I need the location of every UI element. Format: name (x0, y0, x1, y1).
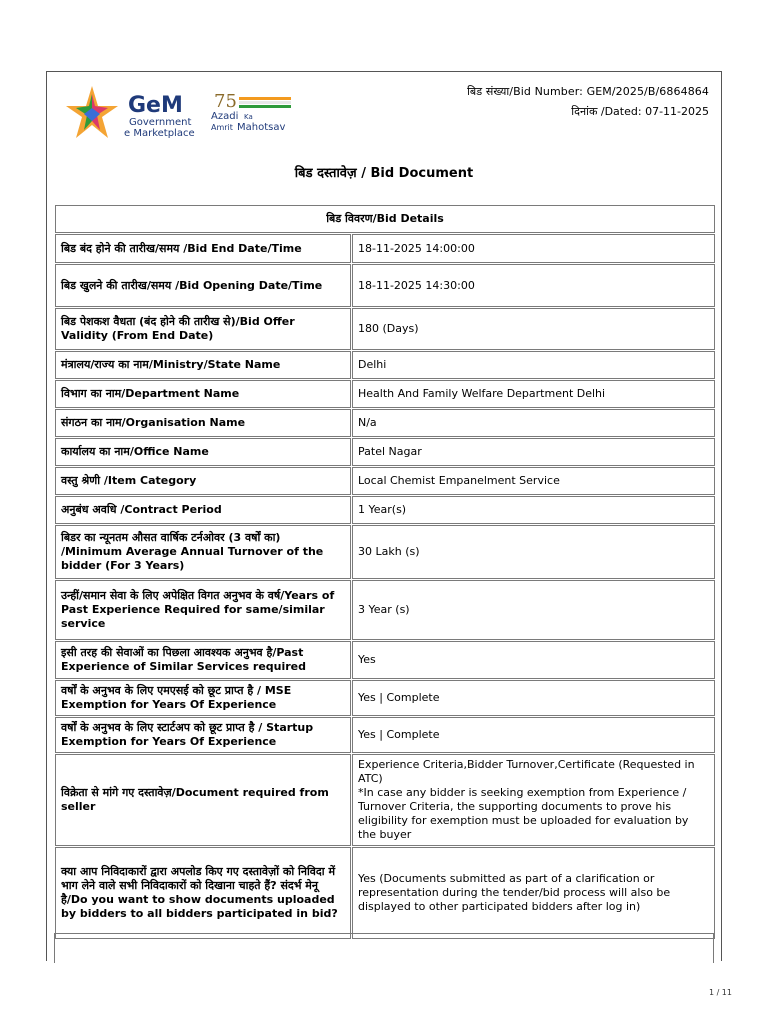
table-row (55, 641, 715, 679)
row-label: वस्तु श्रेणी /Item Category (55, 467, 351, 495)
table-row (55, 496, 715, 524)
row-value: 18-11-2025 14:00:00 (352, 234, 715, 263)
table-row (55, 264, 715, 307)
row-value: 1 Year(s) (352, 496, 715, 524)
row-label: मंत्रालय/राज्य का नाम/Ministry/State Name (55, 351, 351, 379)
svg-text:Amrit: Amrit (211, 123, 233, 132)
svg-text:Azadi: Azadi (211, 111, 239, 122)
next-section-box (54, 933, 714, 963)
row-value: Delhi (352, 351, 715, 379)
svg-text:Mahotsav: Mahotsav (237, 122, 286, 133)
svg-text:75: 75 (214, 91, 237, 112)
row-label: वर्षों के अनुभव के लिए स्टार्टअप को छूट प्राप्त है / Startup Exemption for Years Of Experience (55, 717, 351, 753)
bid-details-table (54, 204, 716, 940)
table-row (55, 847, 715, 939)
table-header: बिड विवरण/Bid Details (55, 205, 715, 233)
row-label: विभाग का नाम/Department Name (55, 380, 351, 408)
svg-text:e Marketplace: e Marketplace (124, 128, 195, 139)
row-label: इसी तरह की सेवाओं का पिछला आवश्यक अनुभव है/Past Experience of Similar Services required (55, 641, 351, 679)
row-value: Health And Family Welfare Department Delhi (352, 380, 715, 408)
row-label: अनुबंध अवधि /Contract Period (55, 496, 351, 524)
row-label: बिड बंद होने की तारीख/समय /Bid End Date/Time (55, 234, 351, 263)
row-label: बिड खुलने की तारीख/समय /Bid Opening Date/Time (55, 264, 351, 307)
row-value: 30 Lakh (s) (352, 525, 715, 579)
table-row (55, 308, 715, 350)
document-title: बिड दस्तावेज़ / Bid Document (294, 166, 474, 181)
table-row (55, 467, 715, 495)
table-row (55, 234, 715, 263)
row-value: Experience Criteria,Bidder Turnover,Certificate (Requested in ATC) *In case any bidder is seeking exemption from Experience / Turnover Criteria, the supporting documents to prove his eligibility for exemption must be uploaded for evaluation by the buyer (352, 754, 715, 846)
table-row (55, 438, 715, 466)
row-label: उन्हीं/समान सेवा के लिए अपेक्षित विगत अनुभव के वर्ष/Years of Past Experience Required for same/similar service (55, 580, 351, 640)
svg-text:Government: Government (129, 117, 192, 128)
bid-number: बिड संख्या/Bid Number: GEM/2025/B/6864864 (467, 85, 709, 98)
table-row (55, 380, 715, 408)
svg-text:GeM: GeM (128, 93, 183, 118)
page-number: 1 / 11 (708, 988, 732, 997)
table-row (55, 351, 715, 379)
row-value: Local Chemist Empanelment Service (352, 467, 715, 495)
row-value: Yes | Complete (352, 680, 715, 716)
row-label: क्या आप निविदाकारों द्वारा अपलोड किए गए दस्तावेज़ों को निविदा में भाग लेने वाले सभी निविदाकारों को दिखाना चाहते हैं? संदर्भ मेनू है/Do you want to show documents uploaded by bidders to all bidders participated in bid? (55, 847, 351, 939)
azadi-ka-amrit-mahotsav-logo (211, 90, 301, 134)
table-row (55, 525, 715, 579)
row-value: Patel Nagar (352, 438, 715, 466)
row-label: विक्रेता से मांगे गए दस्तावेज़/Document required from seller (55, 754, 351, 846)
table-row (55, 409, 715, 437)
row-value: 180 (Days) (352, 308, 715, 350)
row-value: 3 Year (s) (352, 580, 715, 640)
row-value: Yes | Complete (352, 717, 715, 753)
row-value: N/a (352, 409, 715, 437)
table-row (55, 754, 715, 846)
row-value: 18-11-2025 14:30:00 (352, 264, 715, 307)
row-label: संगठन का नाम/Organisation Name (55, 409, 351, 437)
svg-text:Ka: Ka (244, 113, 253, 121)
table-row (55, 680, 715, 716)
gem-logo (64, 84, 200, 142)
table-row (55, 580, 715, 640)
row-label: कार्यालय का नाम/Office Name (55, 438, 351, 466)
row-value: Yes (352, 641, 715, 679)
row-value: Yes (Documents submitted as part of a clarification or representation during the tender/bid process will also be displayed to other participated bidders after log in) (352, 847, 715, 939)
row-label: बिडर का न्यूनतम औसत वार्षिक टर्नओवर (3 वर्षों का) /Minimum Average Annual Turnover of the bidder (For 3 Years) (55, 525, 351, 579)
bid-date: दिनांक /Dated: 07-11-2025 (571, 105, 709, 118)
table-row (55, 717, 715, 753)
row-label: वर्षों के अनुभव के लिए एमएसई को छूट प्राप्त है / MSE Exemption for Years Of Experience (55, 680, 351, 716)
row-label: बिड पेशकश वैधता (बंद होने की तारीख से)/Bid Offer Validity (From End Date) (55, 308, 351, 350)
